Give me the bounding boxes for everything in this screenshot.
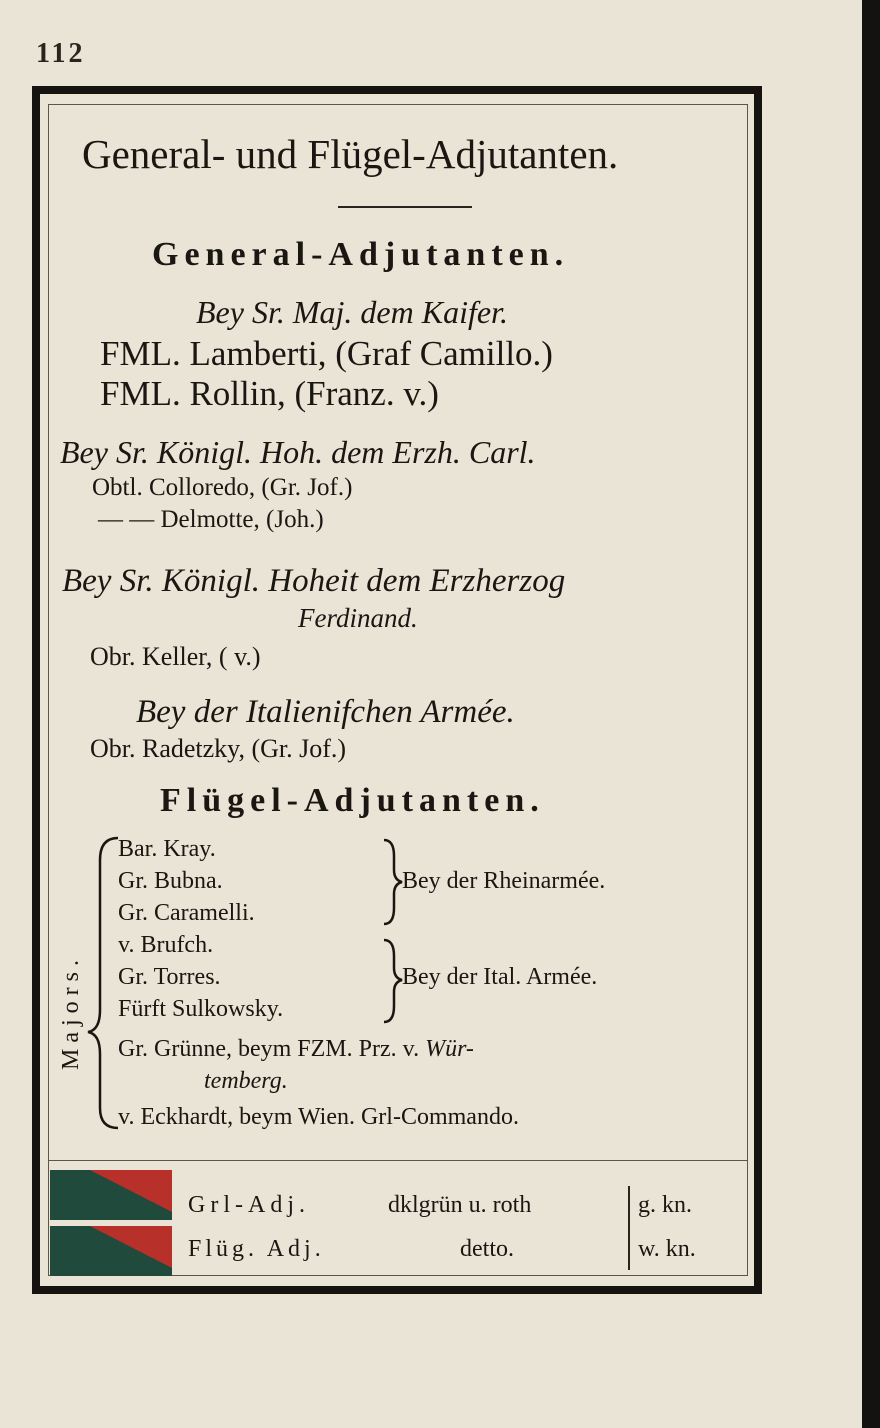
major-sulkowsky: Fürft Sulkowsky. <box>118 996 284 1022</box>
entry-delmotte: — — Delmotte, (Joh.) <box>98 506 324 533</box>
section-heading-fluegel: Flügel-Adjutanten. <box>160 782 545 819</box>
page-number: 112 <box>36 38 86 69</box>
group-label-ital-armee: Bey der Ital. Armée. <box>402 964 598 990</box>
entry-radetzky: Obr. Radetzky, (Gr. Jof.) <box>90 734 347 763</box>
legend-column-divider <box>628 1186 630 1270</box>
legend-flueg-adj-buttons: w. kn. <box>638 1236 696 1262</box>
inner-frame <box>48 104 748 1276</box>
legend-divider <box>48 1160 748 1161</box>
major-kray: Bar. Kray. <box>118 836 216 862</box>
group-heading-ferdinand-cont: Ferdinand. <box>298 603 418 633</box>
group-heading-italien: Bey der Italienifchen Armée. <box>136 694 515 730</box>
group-heading-kaiser: Bey Sr. Maj. dem Kaifer. <box>196 294 508 330</box>
section-heading-general: General-Adjutanten. <box>152 236 570 273</box>
major-gruenne-text: Gr. Grünne, beym FZM. Prz. v. <box>118 1036 420 1062</box>
major-gruenne-italic: Wür- <box>425 1036 474 1062</box>
major-eckhardt: v. Eckhardt, beym Wien. Grl-Commando. <box>118 1104 519 1130</box>
legend-grl-adj-buttons: g. kn. <box>638 1192 692 1218</box>
major-caramelli: Gr. Caramelli. <box>118 900 255 926</box>
major-gruenne <box>118 1036 474 1063</box>
flueg-adj-color-swatch <box>50 1226 172 1276</box>
entry-lamberti: FML. Lamberti, (Graf Camillo.) <box>100 334 553 373</box>
entry-keller: Obr. Keller, ( v.) <box>90 642 261 671</box>
major-brusch: v. Brufch. <box>118 932 214 958</box>
book-gutter <box>862 0 880 1428</box>
entry-colloredo: Obtl. Colloredo, (Gr. Jof.) <box>92 474 353 501</box>
legend-grl-adj-colour: dklgrün u. roth <box>388 1192 532 1218</box>
group-heading-carl: Bey Sr. Königl. Hoh. dem Erzh. Carl. <box>60 434 536 470</box>
legend-flueg-adj-colour: detto. <box>460 1236 514 1262</box>
major-torres: Gr. Torres. <box>118 964 221 990</box>
group-heading-ferdinand: Bey Sr. Königl. Hoheit dem Erzherzog <box>62 563 566 599</box>
group-label-rheinarmee: Bey der Rheinarmée. <box>402 868 606 894</box>
major-gruenne-cont: temberg. <box>204 1068 288 1094</box>
grl-adj-color-swatch <box>50 1170 172 1220</box>
entry-rollin: FML. Rollin, (Franz. v.) <box>100 374 439 413</box>
page-title: General- und Flügel-Adjutanten. <box>82 131 619 177</box>
legend-grl-adj-label: Grl-Adj. <box>188 1192 310 1218</box>
legend-flueg-adj-label: Flüg. Adj. <box>188 1236 325 1262</box>
title-divider <box>338 206 472 208</box>
majors-rank-label: Majors. <box>58 954 84 1070</box>
major-bubna: Gr. Bubna. <box>118 868 223 894</box>
